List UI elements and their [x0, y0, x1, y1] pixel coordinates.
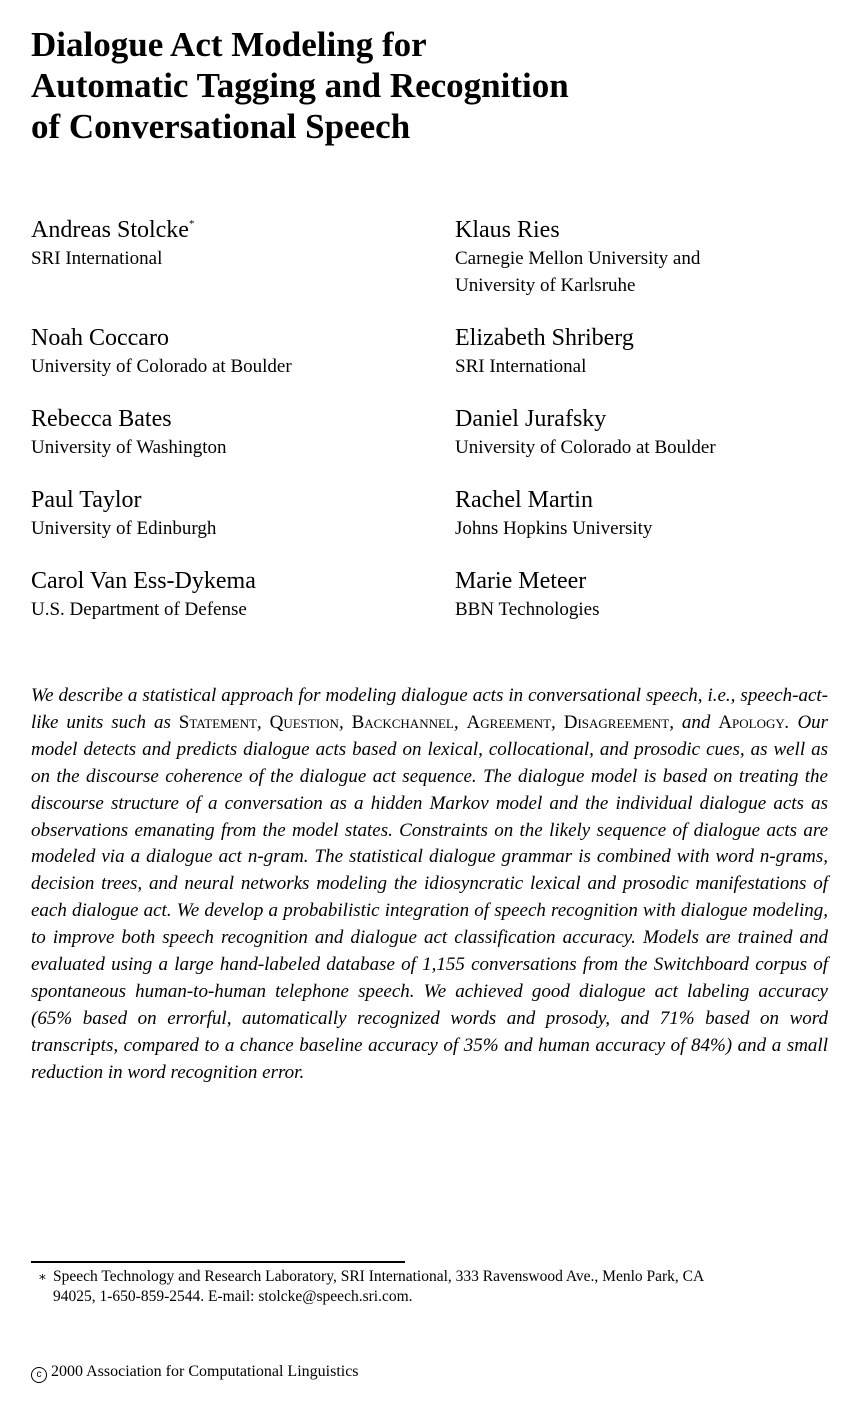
- footnote: [38, 1267, 828, 1306]
- footnote-rule: [31, 1261, 405, 1263]
- author-affiliation: University of Colorado at Boulder: [455, 437, 716, 458]
- author-affiliation: University of Karlsruhe: [455, 275, 636, 296]
- paper-title: [31, 24, 791, 147]
- author-affiliation: U.S. Department of Defense: [31, 599, 247, 620]
- author-name: Noah Coccaro: [31, 325, 169, 351]
- author-entry: [31, 485, 431, 542]
- author-affiliation: SRI International: [455, 356, 587, 377]
- abstract: We describe a statistical approach for modeling dialogue acts in conversational speech, i.e., speech-act-like units such as Statement, Question, Backchannel, Agreement, Disagreement, and Apology. Our model detects and predicts dialogue acts based on lexical, collocational, and prosodic cues, as well as on the discourse coherence of the dialogue act sequence. The dialogue model is based on treating the discourse structure of a conversation as a hidden Markov model and the individual dialogue acts as observations emanating from the model states. Constraints on the likely sequence of dialogue acts are modeled via a dialogue act n-gram. The statistical dialogue grammar is combined with word n-grams, decision trees, and neural networks modeling the idiosyncratic lexical and prosodic manifestations of each dialogue act. We develop a probabilistic integration of speech recognition with dialogue modeling, to improve both speech recognition and dialogue act classification accuracy. Models are trained and evaluated using a large hand-labeled database of 1,155 conversations from the Switchboard corpus of spontaneous human-to-human telephone speech. We achieved good dialogue act labeling accuracy (65% based on errorful, automatically recognized words and prosody, and 71% based on word transcripts, compared to a chance baseline accuracy of 35% and human accuracy of 84%) and a small reduction in word recognition error.: [31, 685, 829, 1083]
- title-line: Automatic Tagging and Recognition: [31, 66, 569, 105]
- dialogue-act-name: Statement: [178, 711, 257, 733]
- copyright-text: 2000 Association for Computational Linguistics: [51, 1363, 359, 1380]
- author-name: Daniel Jurafsky: [455, 406, 607, 432]
- author-name: Elizabeth Shriberg: [455, 325, 634, 351]
- author-affiliation: University of Edinburgh: [31, 518, 217, 539]
- author-name: Rebecca Bates: [31, 406, 172, 432]
- author-name: Paul Taylor: [31, 487, 142, 513]
- author-name: Klaus Ries: [455, 217, 560, 243]
- copyright-icon: c: [31, 1367, 47, 1383]
- author-name: Carol Van Ess-Dykema: [31, 568, 256, 594]
- footnote-text: Speech Technology and Research Laboratory, SRI International, 333 Ravenswood Ave., Menlo Park, CA: [53, 1268, 705, 1285]
- author-entry: [455, 566, 855, 623]
- dialogue-act-name: Apology: [718, 711, 785, 733]
- dialogue-act-name: Backchannel: [351, 711, 454, 733]
- author-affiliation: Johns Hopkins University: [455, 518, 653, 539]
- author-entry: [31, 404, 431, 461]
- author-name: Marie Meteer: [455, 568, 587, 594]
- author-name: Andreas Stolcke*: [31, 217, 195, 243]
- dialogue-act-name: Agreement: [466, 711, 552, 733]
- author-entry: [455, 323, 855, 380]
- copyright-notice: [31, 1362, 359, 1383]
- footnote-mark: ∗: [38, 1269, 47, 1284]
- author-entry: [31, 323, 431, 380]
- math-n: n: [247, 846, 258, 868]
- author-footnote-mark: *: [188, 218, 195, 230]
- title-line: of Conversational Speech: [31, 107, 411, 146]
- author-affiliation: SRI International: [31, 248, 163, 269]
- author-entry: [455, 404, 855, 461]
- author-affiliation: Carnegie Mellon University and: [455, 248, 701, 269]
- footnote-text: 94025, 1-650-859-2544. E-mail: stolcke@speech.sri.com.: [53, 1287, 413, 1305]
- title-line: Dialogue Act Modeling for: [31, 25, 427, 64]
- author-entry: [31, 566, 431, 623]
- dialogue-act-name: Question: [269, 711, 339, 733]
- author-entry: [455, 485, 855, 542]
- dialogue-act-name: Disagreement: [563, 711, 670, 733]
- author-affiliation: University of Colorado at Boulder: [31, 356, 292, 377]
- author-affiliation: University of Washington: [31, 437, 227, 458]
- author-name: Rachel Martin: [455, 487, 593, 513]
- author-entry: [31, 215, 431, 272]
- author-entry: [455, 215, 855, 299]
- math-n: n: [759, 846, 770, 868]
- author-affiliation: BBN Technologies: [455, 599, 600, 620]
